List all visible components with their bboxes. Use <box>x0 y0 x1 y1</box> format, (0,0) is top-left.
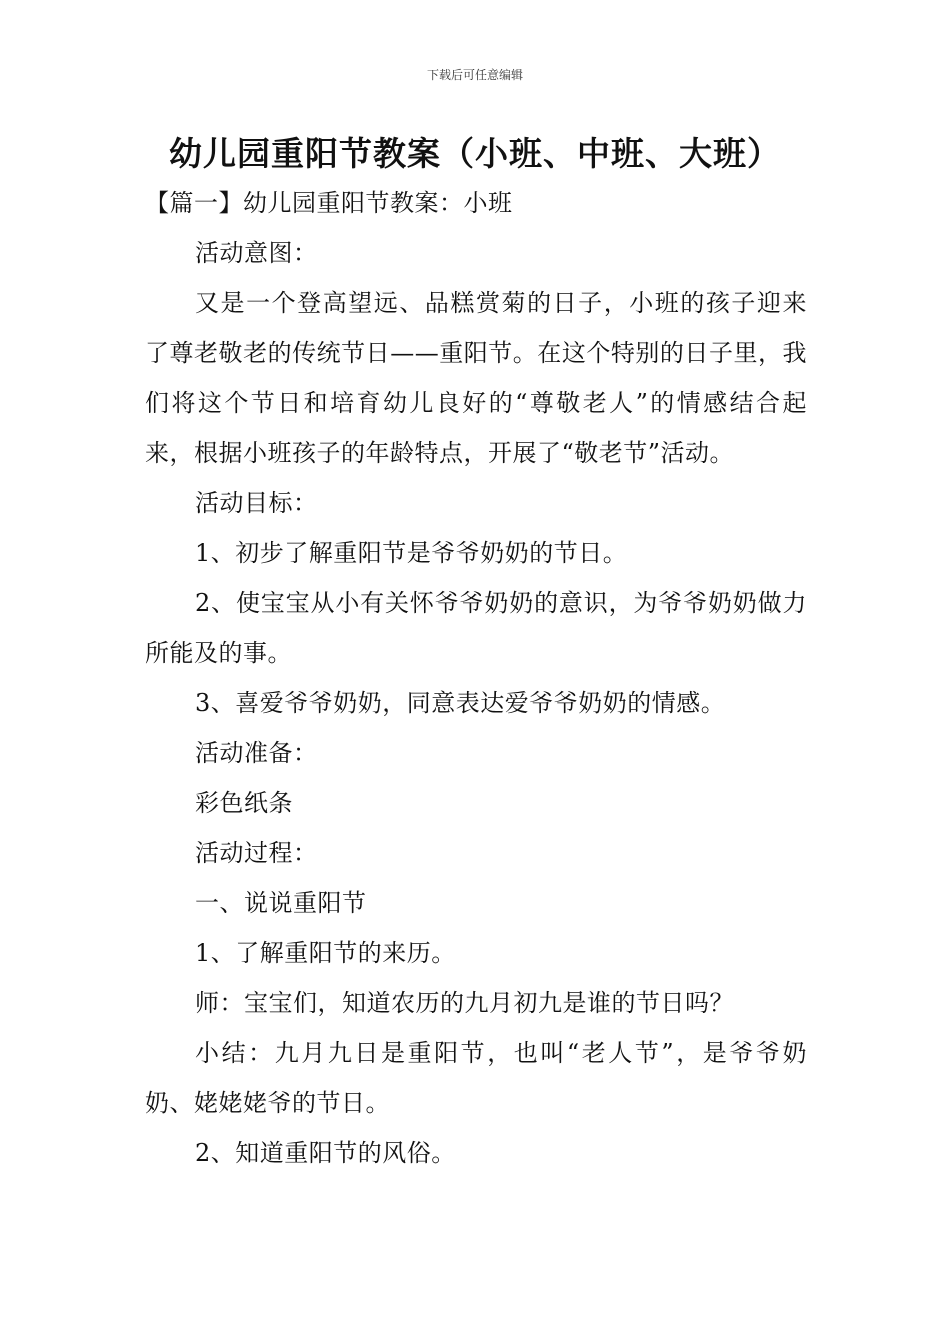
paragraph: 2、知道重阳节的风俗。 <box>195 1139 456 1167</box>
paragraph: 活动意图： <box>195 239 318 267</box>
paragraph: 1、初步了解重阳节是爷爷奶奶的节日。 <box>195 539 628 567</box>
paragraph: 2、使宝宝从小有关怀爷爷奶奶的意识，为爷爷奶奶做力所能及的事。 <box>145 589 807 667</box>
paragraph: 小结：九月九日是重阳节，也叫“老人节”，是爷爷奶奶、姥姥姥爷的节日。 <box>145 1039 807 1117</box>
paragraph: 活动目标： <box>195 489 318 517</box>
paragraph: 师：宝宝们，知道农历的九月初九是谁的节日吗？ <box>195 989 734 1017</box>
paragraph: 3、喜爱爷爷奶奶，同意表达爱爷爷奶奶的情感。 <box>195 689 726 717</box>
section-heading: 【篇一】幼儿园重阳节教案：小班 <box>145 189 513 217</box>
paragraph: 又是一个登高望远、品糕赏菊的日子，小班的孩子迎来了尊老敬老的传统节日——重阳节。在这个特别的日子里，我们将这个节日和培育幼儿良好的“尊敬老人”的情感结合起来，根据小班孩子的年龄特点，开展了“敬老节”活动。 <box>145 289 807 467</box>
page-header-note: 下载后可任意编辑 <box>426 68 523 82</box>
document-title: 幼儿园重阳节教案（小班、中班、大班） <box>169 134 781 173</box>
paragraph: 一、说说重阳节 <box>195 889 367 917</box>
paragraph: 彩色纸条 <box>195 789 293 817</box>
document-body <box>145 178 807 1178</box>
paragraph: 活动准备： <box>195 739 318 767</box>
paragraph: 活动过程： <box>195 839 318 867</box>
paragraph: 1、了解重阳节的来历。 <box>195 939 456 967</box>
